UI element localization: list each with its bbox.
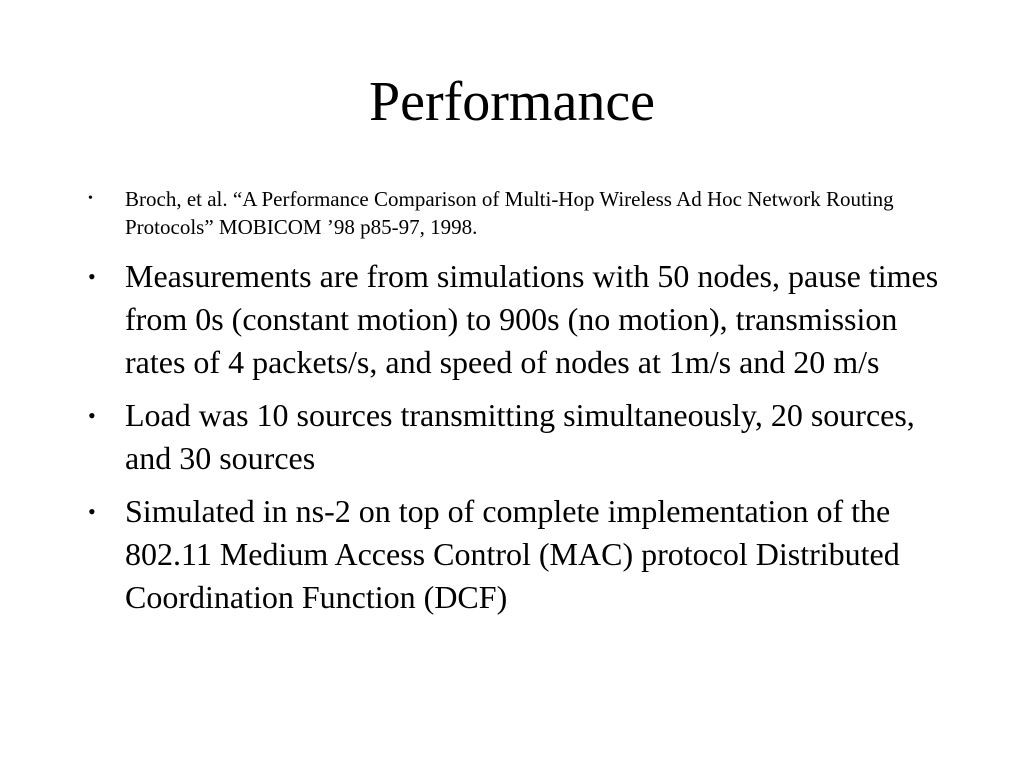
bullet-dot-icon: • bbox=[88, 403, 96, 428]
bullet-item-simulator bbox=[88, 490, 958, 619]
bullet-item-load bbox=[88, 394, 958, 480]
bullet-dot-icon: • bbox=[88, 191, 93, 206]
bullet-list bbox=[88, 185, 958, 629]
bullet-item-measurements bbox=[88, 255, 958, 384]
bullet-text: Broch, et al. “A Performance Comparison of Multi-Hop Wireless Ad Hoc Network Routing Protocols” MOBICOM ’98 p85-97, 1998. bbox=[125, 187, 894, 239]
bullet-dot-icon: • bbox=[88, 264, 96, 289]
bullet-text: Measurements are from simulations with 50 nodes, pause times from 0s (constant motion) to 900s (no motion), transmission rates of 4 packets/s, and speed of nodes at 1m/s and 20 m/s bbox=[125, 258, 939, 380]
bullet-dot-icon: • bbox=[88, 499, 96, 524]
slide-title: Performance bbox=[368, 71, 656, 133]
bullet-text: Simulated in ns-2 on top of complete implementation of the 802.11 Medium Access Control (MAC) protocol Distributed Coordination Function (DCF) bbox=[125, 493, 900, 615]
bullet-item-citation bbox=[88, 185, 958, 241]
bullet-text: Load was 10 sources transmitting simultaneously, 20 sources, and 30 sources bbox=[125, 397, 915, 476]
